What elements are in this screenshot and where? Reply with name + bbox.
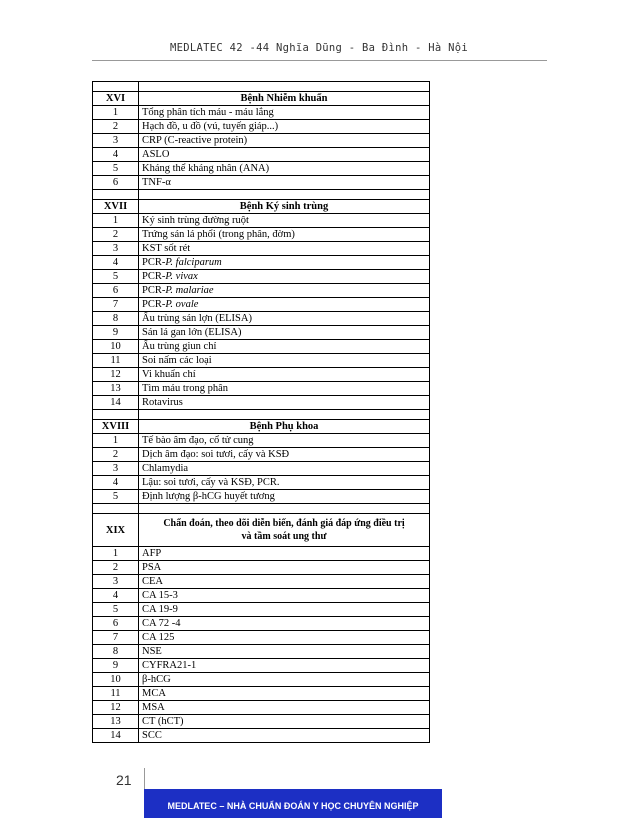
section-number: XIX — [93, 514, 139, 547]
table-row — [93, 270, 430, 284]
section-header-row — [93, 514, 430, 547]
table-row — [93, 701, 430, 715]
item-number: 9 — [93, 659, 139, 673]
spacer-cell — [93, 190, 139, 200]
item-number: 2 — [93, 120, 139, 134]
item-name: MSA — [139, 701, 430, 715]
item-name: Tổng phân tích máu - máu lắng — [139, 106, 430, 120]
table-row — [93, 368, 430, 382]
item-name — [139, 298, 430, 312]
table-row — [93, 547, 430, 561]
table-row — [93, 176, 430, 190]
item-number: 3 — [93, 134, 139, 148]
table-row — [93, 490, 430, 504]
table-row — [93, 214, 430, 228]
item-number: 8 — [93, 645, 139, 659]
item-name: Kháng thể kháng nhân (ANA) — [139, 162, 430, 176]
spacer-cell — [139, 190, 430, 200]
item-name: Dịch âm đạo: soi tươi, cấy và KSĐ — [139, 448, 430, 462]
item-name — [139, 270, 430, 284]
header-rule — [92, 60, 547, 61]
item-name: Định lượng β-hCG huyết tương — [139, 490, 430, 504]
table-row — [93, 631, 430, 645]
item-number: 4 — [93, 476, 139, 490]
item-number: 7 — [93, 298, 139, 312]
item-name: NSE — [139, 645, 430, 659]
table-row — [93, 462, 430, 476]
item-number: 5 — [93, 162, 139, 176]
table-row — [93, 617, 430, 631]
table-row — [93, 298, 430, 312]
item-number: 2 — [93, 228, 139, 242]
item-name: Rotavirus — [139, 396, 430, 410]
item-number: 12 — [93, 701, 139, 715]
section-number: XVIII — [93, 420, 139, 434]
page-number: 21 — [116, 772, 132, 788]
item-name: Trứng sán lá phổi (trong phân, đờm) — [139, 228, 430, 242]
item-number: 10 — [93, 673, 139, 687]
item-number: 6 — [93, 617, 139, 631]
table-row — [93, 106, 430, 120]
page-number-rule — [144, 768, 145, 790]
item-name: Hạch đồ, u đồ (vú, tuyến giáp...) — [139, 120, 430, 134]
section-header-row — [93, 420, 430, 434]
item-name: SCC — [139, 729, 430, 743]
item-name: CYFRA21-1 — [139, 659, 430, 673]
item-name: Ký sinh trùng đường ruột — [139, 214, 430, 228]
item-number: 3 — [93, 242, 139, 256]
item-name: AFP — [139, 547, 430, 561]
table-row — [93, 326, 430, 340]
section-title — [139, 514, 430, 547]
table-row — [93, 242, 430, 256]
item-name: MCA — [139, 687, 430, 701]
item-number: 4 — [93, 589, 139, 603]
item-name: Lậu: soi tươi, cấy và KSĐ, PCR. — [139, 476, 430, 490]
section-number: XVII — [93, 200, 139, 214]
item-number: 12 — [93, 368, 139, 382]
item-number: 4 — [93, 256, 139, 270]
spacer-row — [93, 82, 430, 92]
item-name: Tế bào âm đạo, cổ tử cung — [139, 434, 430, 448]
item-name: CA 125 — [139, 631, 430, 645]
item-number: 2 — [93, 448, 139, 462]
spacer-cell — [93, 82, 139, 92]
table-row — [93, 382, 430, 396]
table-row — [93, 659, 430, 673]
table-row — [93, 162, 430, 176]
table-row — [93, 228, 430, 242]
item-number: 1 — [93, 214, 139, 228]
item-name: CRP (C-reactive protein) — [139, 134, 430, 148]
item-number: 4 — [93, 148, 139, 162]
table-row — [93, 312, 430, 326]
spacer-cell — [139, 504, 430, 514]
table-row — [93, 354, 430, 368]
item-number: 14 — [93, 729, 139, 743]
item-prefix: PCR- — [142, 257, 166, 268]
item-name: CA 15-3 — [139, 589, 430, 603]
spacer-cell — [139, 410, 430, 420]
item-number: 5 — [93, 490, 139, 504]
table-row — [93, 715, 430, 729]
table-row — [93, 340, 430, 354]
item-number: 6 — [93, 284, 139, 298]
spacer-cell — [93, 410, 139, 420]
test-list-table — [92, 81, 430, 743]
item-number: 13 — [93, 382, 139, 396]
item-name: Ấu trùng sán lợn (ELISA) — [139, 312, 430, 326]
item-name — [139, 284, 430, 298]
table-row — [93, 448, 430, 462]
section-number: XVI — [93, 92, 139, 106]
table-row — [93, 256, 430, 270]
item-name — [139, 256, 430, 270]
table-row — [93, 434, 430, 448]
item-prefix: PCR- — [142, 285, 166, 296]
footer-banner: MEDLATEC – NHÀ CHUẨN ĐOÁN Y HỌC CHUYÊN NGHIỆP — [144, 789, 442, 818]
table-row — [93, 120, 430, 134]
item-name: CEA — [139, 575, 430, 589]
item-prefix: PCR- — [142, 271, 166, 282]
table-row — [93, 561, 430, 575]
item-number: 8 — [93, 312, 139, 326]
table-row — [93, 575, 430, 589]
item-number: 14 — [93, 396, 139, 410]
spacer-row — [93, 410, 430, 420]
spacer-cell — [139, 82, 430, 92]
section-title: Bệnh Ký sinh trùng — [139, 200, 430, 214]
item-number: 1 — [93, 547, 139, 561]
item-species: P. vivax — [165, 271, 198, 282]
section-title-line: và tầm soát ung thư — [241, 531, 327, 542]
item-name: CA 19-9 — [139, 603, 430, 617]
table-row — [93, 284, 430, 298]
page-header: MEDLATEC 42 -44 Nghĩa Dũng - Ba Đình - Hà Nội — [170, 42, 468, 54]
item-number: 1 — [93, 434, 139, 448]
item-name: ASLO — [139, 148, 430, 162]
table-row — [93, 134, 430, 148]
item-name: Soi nấm các loại — [139, 354, 430, 368]
table-row — [93, 729, 430, 743]
spacer-row — [93, 504, 430, 514]
spacer-cell — [93, 504, 139, 514]
item-name: Vi khuẩn chí — [139, 368, 430, 382]
item-number: 11 — [93, 687, 139, 701]
item-number: 9 — [93, 326, 139, 340]
item-number: 6 — [93, 176, 139, 190]
item-name: KST sốt rét — [139, 242, 430, 256]
item-number: 10 — [93, 340, 139, 354]
section-title: Bệnh Phụ khoa — [139, 420, 430, 434]
section-title-line: Chẩn đoán, theo dõi diễn biến, đánh giá đáp ứng điều trị — [163, 518, 405, 529]
item-number: 1 — [93, 106, 139, 120]
section-title: Bệnh Nhiễm khuẩn — [139, 92, 430, 106]
table-row — [93, 645, 430, 659]
section-header-row — [93, 200, 430, 214]
item-number: 5 — [93, 603, 139, 617]
table-row — [93, 687, 430, 701]
table-row — [93, 673, 430, 687]
item-name: CA 72 -4 — [139, 617, 430, 631]
spacer-row — [93, 190, 430, 200]
item-number: 2 — [93, 561, 139, 575]
item-number: 3 — [93, 575, 139, 589]
item-species: P. malariae — [165, 285, 214, 296]
item-number: 7 — [93, 631, 139, 645]
item-number: 11 — [93, 354, 139, 368]
item-number: 3 — [93, 462, 139, 476]
item-name: Chlamydia — [139, 462, 430, 476]
item-name: Ấu trùng giun chỉ — [139, 340, 430, 354]
table-row — [93, 396, 430, 410]
item-number: 13 — [93, 715, 139, 729]
table-row — [93, 148, 430, 162]
item-name: Sán lá gan lớn (ELISA) — [139, 326, 430, 340]
item-name: β-hCG — [139, 673, 430, 687]
table-row — [93, 603, 430, 617]
item-prefix: PCR- — [142, 299, 166, 310]
item-name: CT (hCT) — [139, 715, 430, 729]
section-header-row — [93, 92, 430, 106]
item-species: P. falciparum — [165, 257, 222, 268]
item-number: 5 — [93, 270, 139, 284]
item-species: P. ovale — [165, 299, 199, 310]
table-row — [93, 589, 430, 603]
item-name: TNF-α — [139, 176, 430, 190]
item-name: Tìm máu trong phân — [139, 382, 430, 396]
item-name: PSA — [139, 561, 430, 575]
table-row — [93, 476, 430, 490]
